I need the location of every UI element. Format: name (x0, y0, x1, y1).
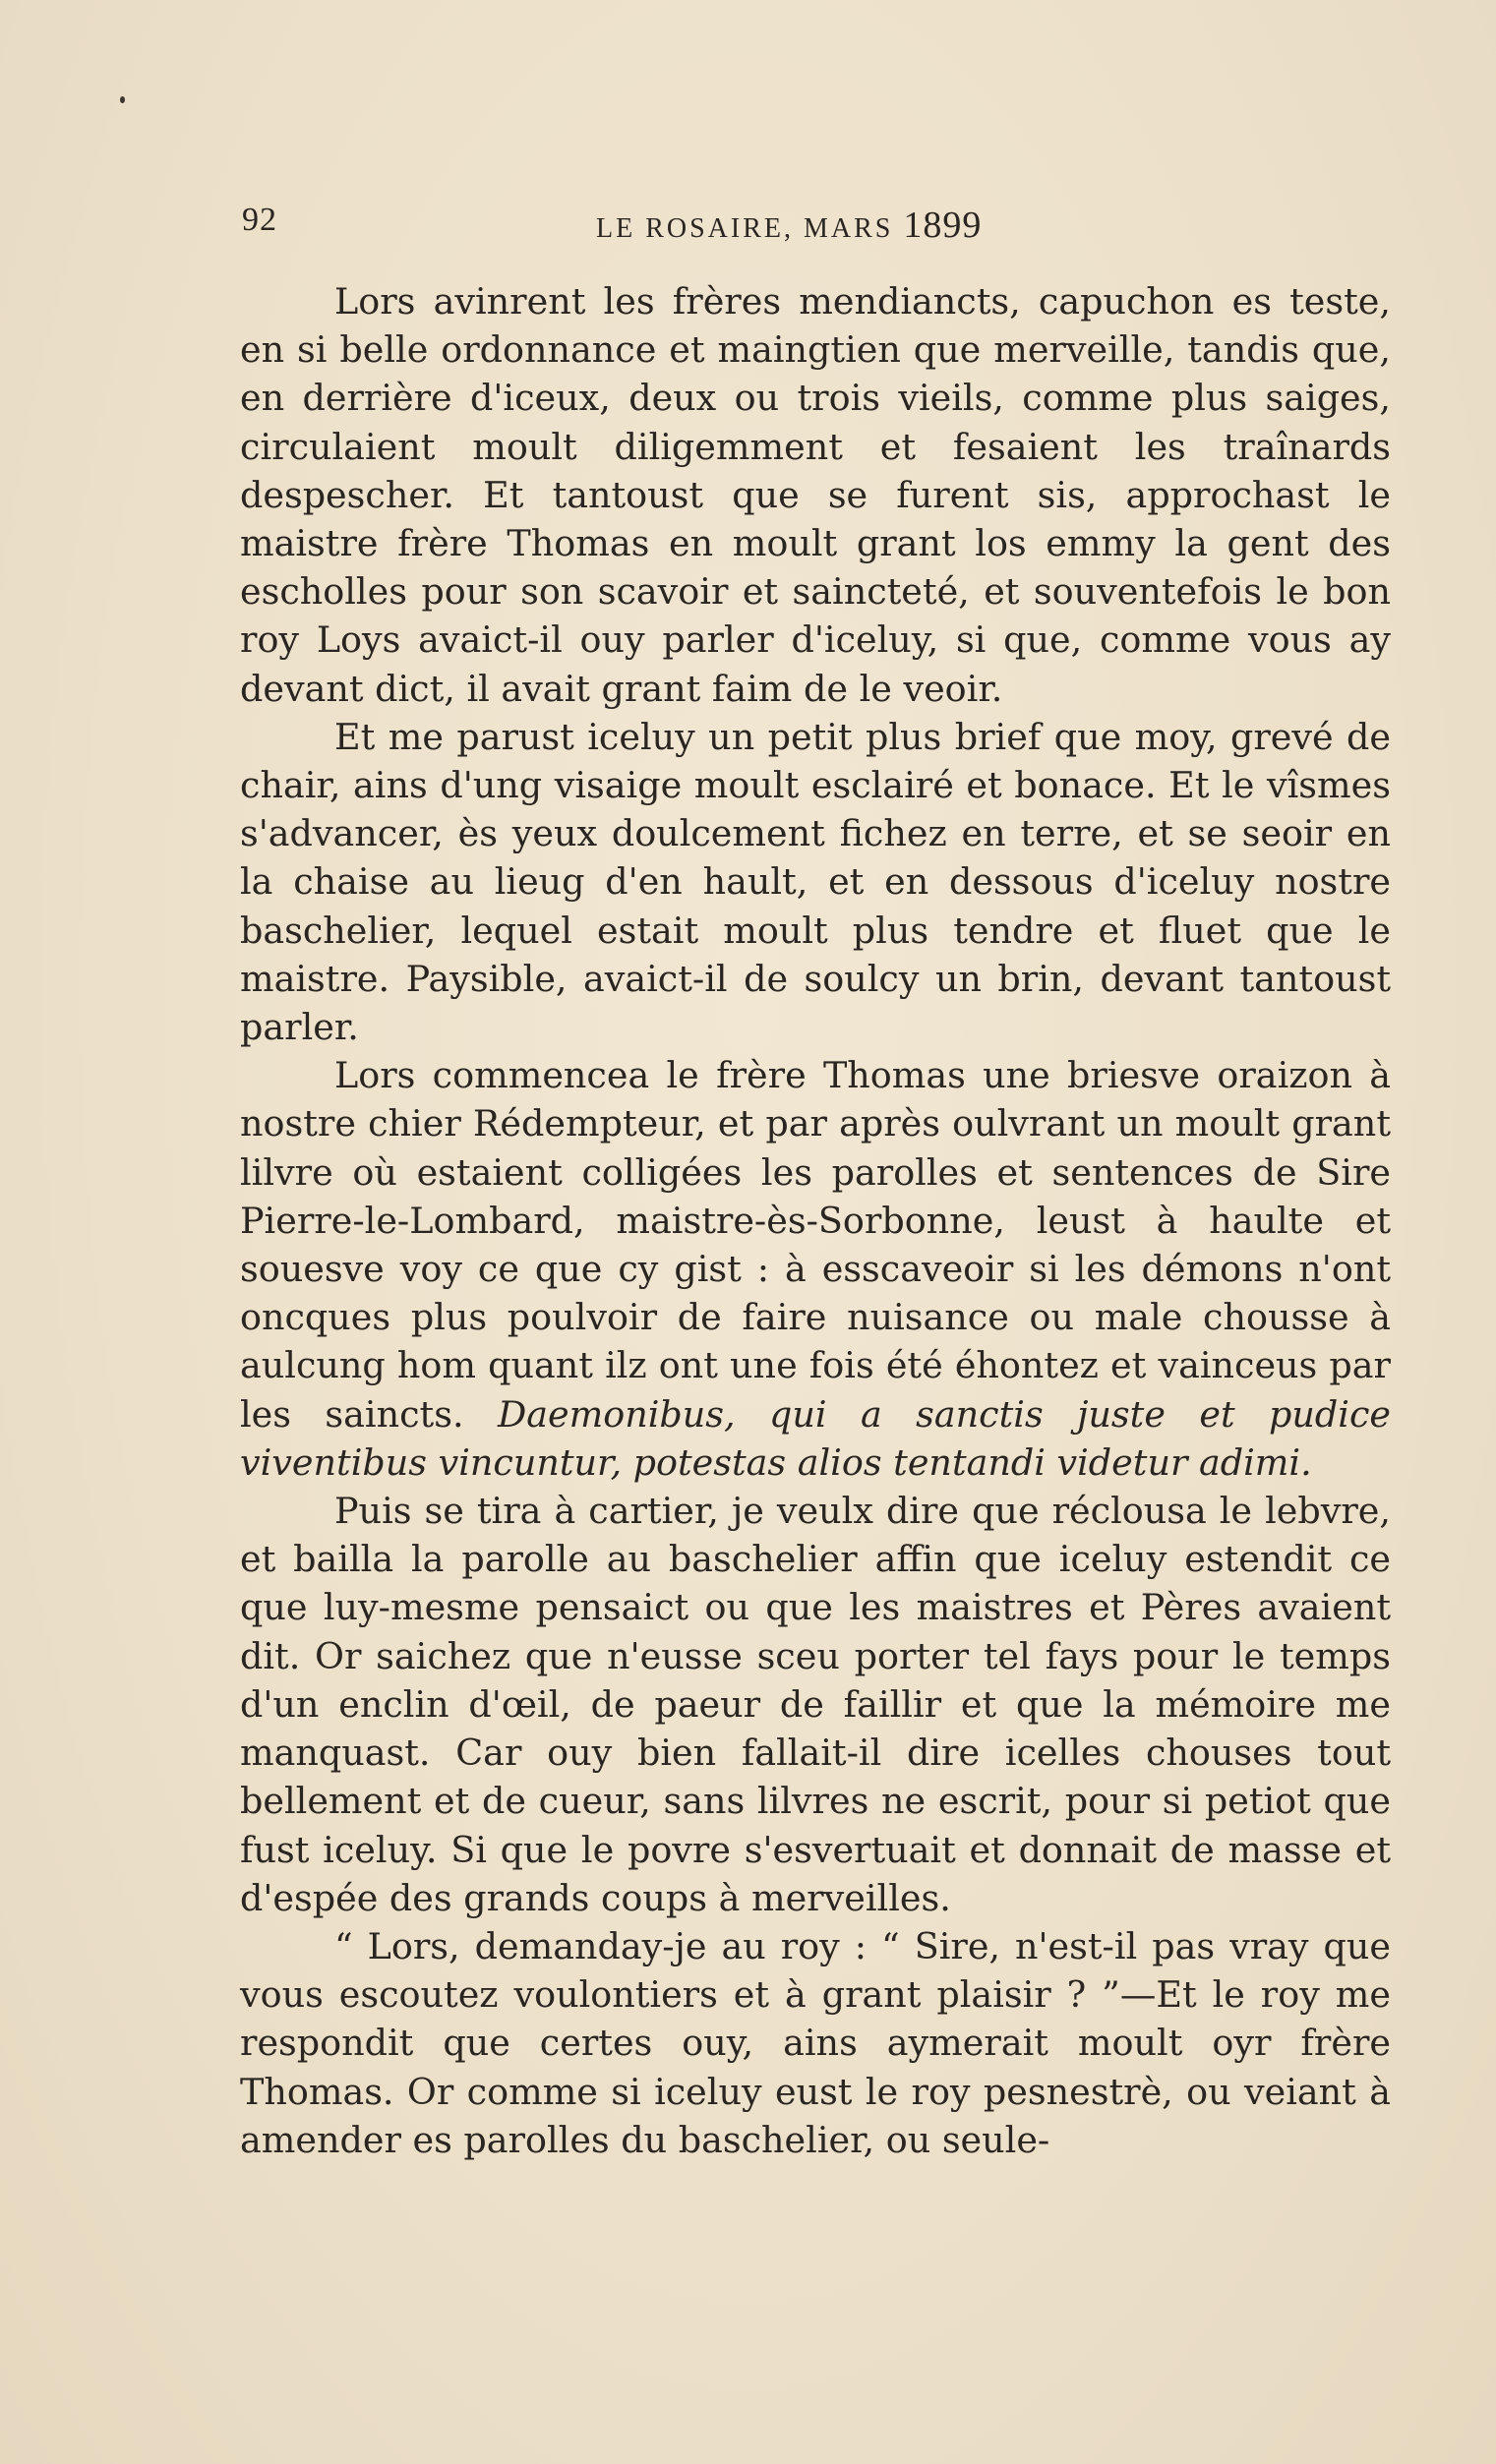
paragraph: Puis se tira à cartier, je veulx dire que réclousa le lebvre, et bailla la parolle au baschelier affin que iceluy estendit ce que luy-mesme pensaict ou que les maistres et Pères avaient dit. Or saichez que n'eusse sceu porter tel fays pour le temps d'un enclin d'œil, de paeur de faillir et que la mémoire me manquast. Car ouy bien fallait-il dire icelles chouses tout bellement et de cueur, sans lilvres ne escrit, pour si petiot que fust iceluy. Si que le povre s'esvertuait et donnait de masse et d'espée des grands coups à merveilles. (240, 1490, 1391, 1919)
ink-speck (120, 96, 125, 103)
paragraph (240, 1051, 1391, 1487)
paragraph-text: Lors commencea le frère Thomas une briesve oraizon à nostre chier Rédempteur, et par après oulvrant un moult grant lilvre où estaient colligées les parolles et sentences de Sire Pierre-le-Lombard, maistre-ès-Sorbonne, leust à haulte et souesve voy ce que cy gist : à esscaveoir si les démons n'ont oncques plus poulvoir de faire nuisance ou male chousse à aulcung hom quant ilz ont une fois été éhontez et vainceus par les saincts. (240, 1054, 1391, 1436)
page-number: 92 (242, 202, 277, 238)
paragraph: Lors avinrent les frères mendiancts, capuchon es teste, en si belle ordonnance et maingtien que merveille, tandis que, en derrière d'iceux, deux ou trois vieils, comme plus saiges, circulaient moult diligemment et fesaient les traînards despescher. Et tantoust que se furent sis, approchast le maistre frère Thomas en moult grant los emmy la gent des escholles pour son scavoir et saincteté, et souventefois le bon roy Loys avaict-il ouy parler d'iceluy, si que, comme vous ay devant dict, il avait grant faim de le veoir. (240, 280, 1391, 710)
running-title-year: 1899 (903, 205, 983, 246)
running-title (596, 204, 982, 247)
running-header (242, 202, 1068, 251)
paragraph: Et me parust iceluy un petit plus brief que moy, grevé de chair, ains d'ung visaige moult esclairé et bonace. Et le vîsmes s'advancer, ès yeux doulcement fichez en terre, et se seoir en la chaise au lieug d'en hault, et en dessous d'iceluy nostre baschelier, lequel estait moult plus tendre et fluet que le maistre. Paysible, avaict-il de soulcy un brin, devant tantoust parler. (240, 715, 1391, 1049)
body-text (240, 277, 1391, 2164)
latin-quotation: Daemonibus, qui a sanctis juste et pudice viventibus vincuntur, potestas alios tentandi videtur adimi. (240, 1392, 1391, 1484)
paragraph: “ Lors, demanday-je au roy : “ Sire, n'est-il pas vray que vous escoutez voulontiers et à grant plaisir ? ”—Et le roy me respondit que certes ouy, ains aymerait moult oyr frère Thomas. Or comme si iceluy eust le roy pesnestrè, ou veiant à amender es parolles du baschelier, ou seule- (240, 1924, 1391, 2161)
running-title-text: LE ROSAIRE, MARS (596, 213, 894, 244)
